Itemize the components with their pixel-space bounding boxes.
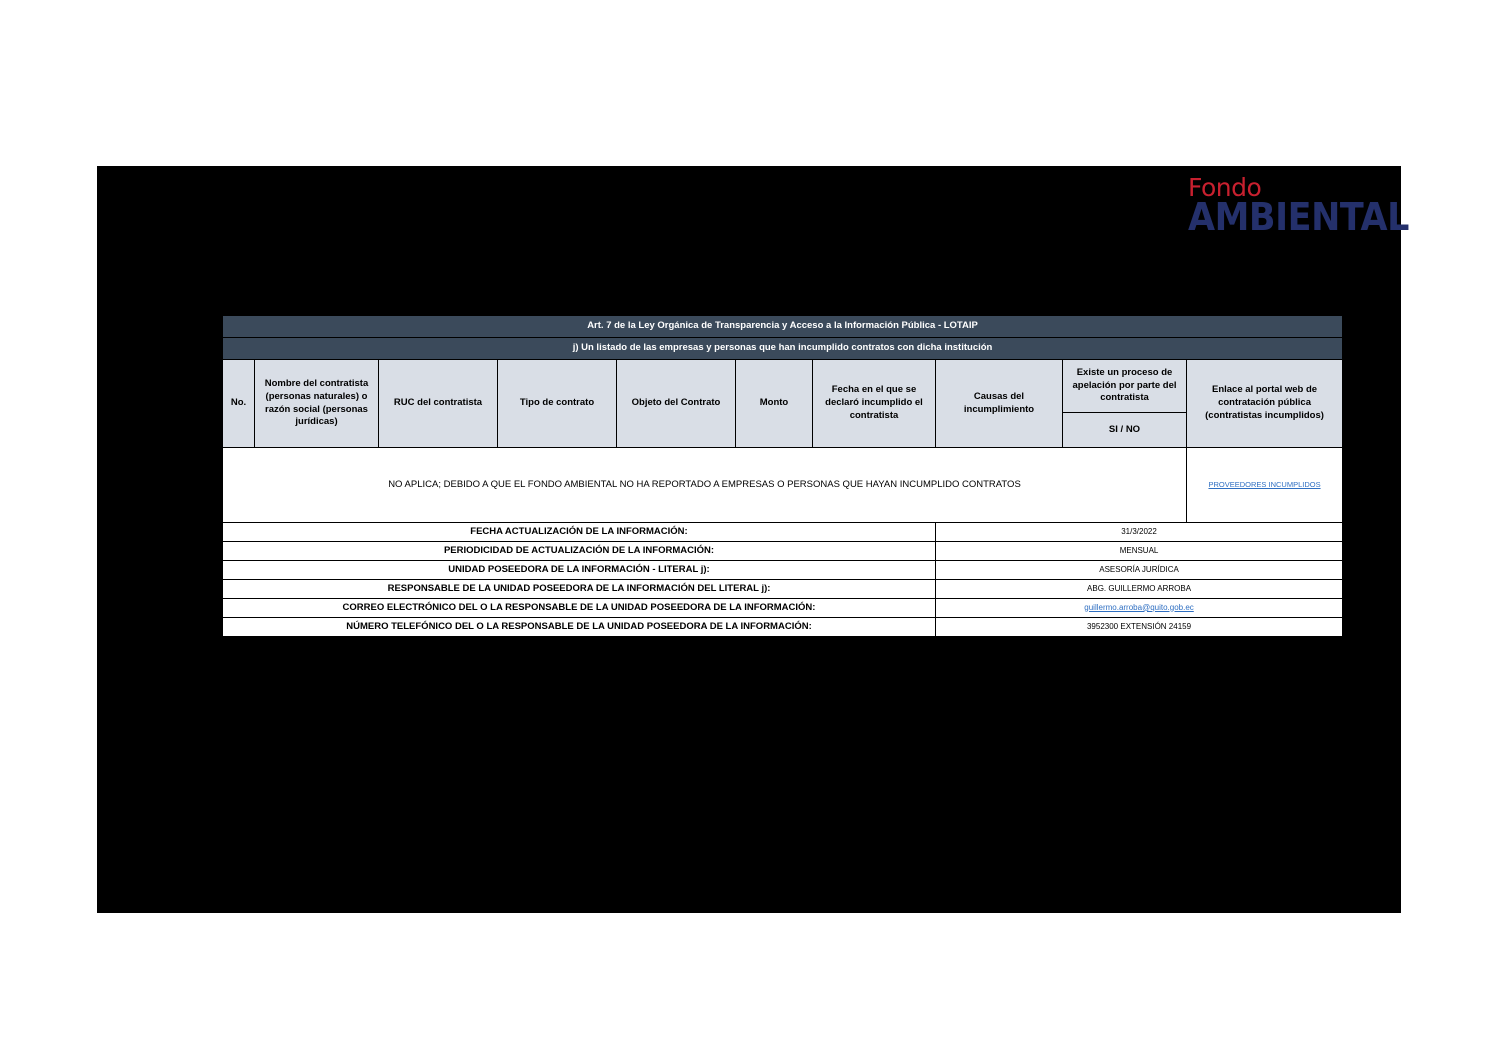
proveedores-incumplidos-link[interactable]: PROVEEDORES INCUMPLIDOS (1208, 479, 1321, 489)
footer-value-fecha: 31/3/2022 (936, 523, 1343, 542)
link-cell (1187, 448, 1343, 523)
footer-label-periodicidad: PERIODICIDAD DE ACTUALIZACIÓN DE LA INFORMACIÓN: (223, 542, 936, 561)
logo-line-1: Fondo (1188, 173, 1262, 202)
fondo-ambiental-logo (1188, 173, 1428, 239)
no-aplica-message: NO APLICA; DEBIDO A QUE EL FONDO AMBIENTAL NO HA REPORTADO A EMPRESAS O PERSONAS QUE HAYAN INCUMPLIDO CONTRATOS (223, 448, 1187, 523)
header-enlace: Enlace al portal web de contratación pública (contratistas incumplidos) (1187, 360, 1343, 448)
footer-label-fecha: FECHA ACTUALIZACIÓN DE LA INFORMACIÓN: (223, 523, 936, 542)
footer-label-telefono: NÚMERO TELEFÓNICO DEL O LA RESPONSABLE DE LA UNIDAD POSEEDORA DE LA INFORMACIÓN: (223, 618, 936, 637)
table-subtitle: j) Un listado de las empresas y personas que han incumplido contratos con dicha institución (223, 338, 1343, 360)
footer-label-unidad: UNIDAD POSEEDORA DE LA INFORMACIÓN - LITERAL j): (223, 561, 936, 580)
header-apelacion: Existe un proceso de apelación por parte del contratista (1063, 360, 1187, 413)
header-monto: Monto (736, 360, 813, 448)
header-tipo: Tipo de contrato (498, 360, 617, 448)
footer-value-unidad: ASESORÍA JURÍDICA (936, 561, 1343, 580)
header-nombre: Nombre del contratista (personas naturales) o razón social (personas jurídicas) (255, 360, 379, 448)
header-causas: Causas del incumplimiento (936, 360, 1063, 448)
footer-value-responsable: ABG. GUILLERMO ARROBA (936, 580, 1343, 599)
logo-line-2: AMBIENTAL (1188, 195, 1409, 239)
email-link[interactable]: guillermo.arroba@quito.gob.ec (1084, 602, 1194, 612)
header-ruc: RUC del contratista (379, 360, 498, 448)
lotaip-table (222, 315, 1343, 637)
footer-value-periodicidad: MENSUAL (936, 542, 1343, 561)
table-title: Art. 7 de la Ley Orgánica de Transparencia y Acceso a la Información Pública - LOTAIP (223, 316, 1343, 338)
header-objeto: Objeto del Contrato (617, 360, 736, 448)
header-si-no: SI / NO (1063, 413, 1187, 448)
header-fecha: Fecha en el que se declaró incumplido el contratista (813, 360, 936, 448)
footer-label-correo: CORREO ELECTRÓNICO DEL O LA RESPONSABLE DE LA UNIDAD POSEEDORA DE LA INFORMACIÓN: (223, 599, 936, 618)
footer-value-correo-cell (936, 599, 1343, 618)
footer-value-telefono: 3952300 EXTENSIÓN 24159 (936, 618, 1343, 637)
footer-label-responsable: RESPONSABLE DE LA UNIDAD POSEEDORA DE LA INFORMACIÓN DEL LITERAL j): (223, 580, 936, 599)
header-no: No. (223, 360, 255, 448)
